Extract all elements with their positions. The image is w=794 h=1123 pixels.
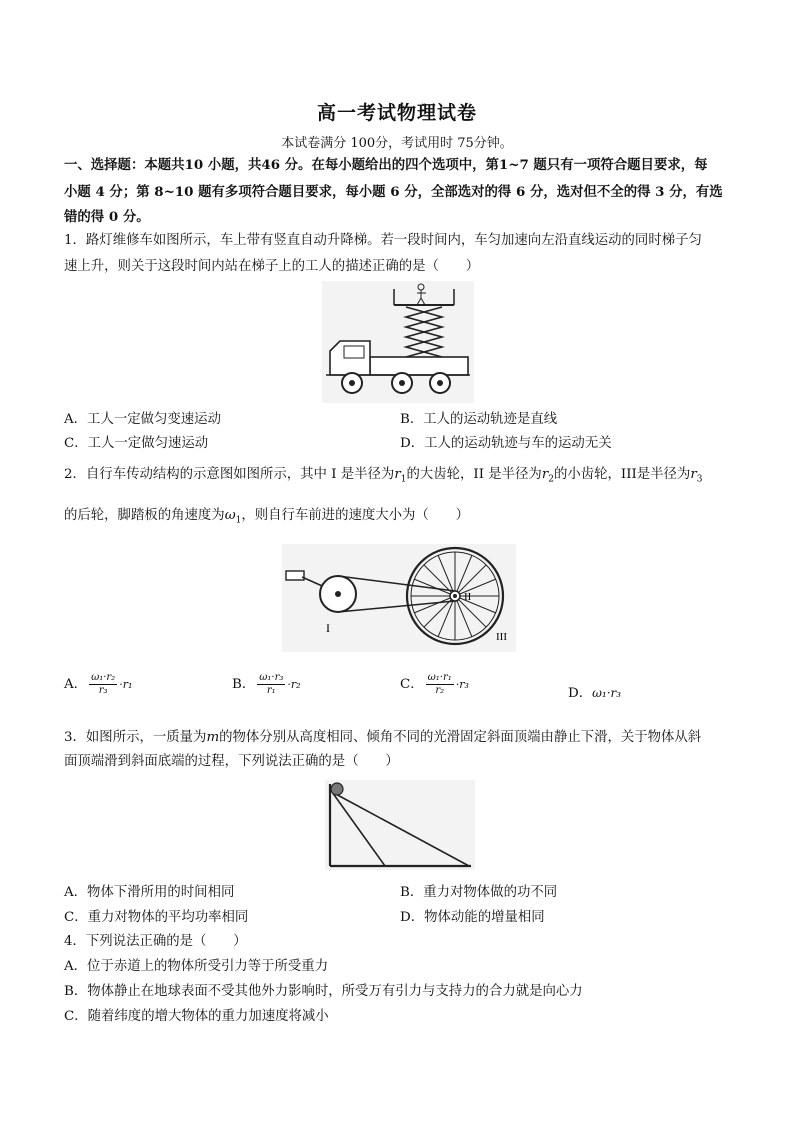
q2-stem-text-e: ，则自行车前进的速度大小为（ ） <box>241 508 469 523</box>
q2-stem-text-a: 2．自行车传动结构的示意图如图所示，其中 I 是半径为 <box>64 467 395 482</box>
q3-option-a[interactable]: A．物体下滑所用的时间相同 <box>64 885 235 900</box>
q2-option-a-numerator: ω₁·r₂ <box>91 672 116 683</box>
q3-option-d[interactable]: D．物体动能的增量相同 <box>400 910 545 925</box>
q3-stem-text-b: 的物体分别从高度相同、倾角不同的光滑固定斜面顶端由静止下滑，关于物体从斜 <box>219 730 702 745</box>
exam-info: 本试卷满分 100分，考试用时 75分钟。 <box>281 136 513 151</box>
q4-stem: 4．下列说法正确的是（ ） <box>64 934 247 949</box>
q1-option-a[interactable]: A．工人一定做匀变速运动 <box>64 412 221 427</box>
q2-option-a-denominator: r₃ <box>98 685 108 696</box>
section-instructions-line2: 小题 4 分；第 8~10 题有多项符合题目要求，每小题 6 分，全部选对的得 6 分，选对但不全的得 3 分，有选 <box>64 184 723 200</box>
omega-subscript: 1 <box>235 515 242 526</box>
r3-subscript: 3 <box>696 474 703 485</box>
q2-option-b-numerator: ω₁·r₃ <box>259 672 284 683</box>
section-instructions-line1: 一、选择题：本题共10 小题，共46 分。在每小题给出的四个选项中，第1~7 题只有一项符合题目要求，每 <box>64 157 708 173</box>
omega-symbol: ω <box>224 508 236 523</box>
q4-option-a[interactable]: A．位于赤道上的物体所受引力等于所受重力 <box>64 959 329 974</box>
q2-option-c-numerator: ω₁·r₁ <box>427 672 452 683</box>
r2-symbol: r <box>541 467 549 482</box>
q2-stem-text-c: 的小齿轮，III是半径为 <box>553 467 691 482</box>
q3-stem-line1 <box>64 728 744 748</box>
label-wheel-iii: III <box>496 631 507 643</box>
q2-option-b[interactable] <box>232 672 301 697</box>
q2-option-b-label: B． <box>232 677 256 692</box>
label-gear-ii: II <box>464 591 472 603</box>
q1-stem-line2: 速上升，则关于这段时间内站在梯子上的工人的描述正确的是（ ） <box>64 259 480 274</box>
q2-option-d[interactable] <box>568 682 621 701</box>
q3-option-c[interactable]: C．重力对物体的平均功率相同 <box>64 910 249 925</box>
q1-option-c[interactable]: C．工人一定做匀速运动 <box>64 436 209 451</box>
mass-symbol: m <box>206 730 220 745</box>
q2-option-c-label: C． <box>400 677 424 692</box>
q3-stem-line2: 面顶端滑到斜面底端的过程，下列说法正确的是（ ） <box>64 754 399 769</box>
q2-option-c[interactable] <box>400 672 469 697</box>
q2-option-a-label: A． <box>64 677 88 692</box>
incline-planes-figure <box>325 780 475 870</box>
label-gear-i: I <box>326 621 330 635</box>
r2-subscript: 2 <box>548 474 554 485</box>
q2-option-c-fraction <box>426 672 454 697</box>
r1-symbol: r <box>394 467 401 482</box>
q4-option-b[interactable]: B．物体静止在地球表面不受其他外力影响时，所受万有引力与支持力的合力就是向心力 <box>64 984 583 999</box>
q2-option-c-tail: ·r₃ <box>455 678 469 691</box>
page-title: 高一考试物理试卷 <box>316 102 477 124</box>
q2-stem-line1 <box>64 465 744 490</box>
q1-option-b[interactable]: B．工人的运动轨迹是直线 <box>400 412 558 427</box>
q2-option-b-fraction <box>257 672 285 697</box>
q2-stem-text-b: 的大齿轮，II 是半径为 <box>406 467 542 482</box>
q2-option-d-label: D． <box>568 686 593 701</box>
q3-stem-text-a: 3．如图所示，一质量为 <box>64 730 207 745</box>
q2-option-d-text: ω₁·r₃ <box>592 686 622 700</box>
q2-option-b-tail: ·r₂ <box>287 678 301 691</box>
q2-option-b-denominator: r₁ <box>266 685 276 696</box>
bicycle-transmission-figure <box>282 544 516 652</box>
q2-option-a[interactable] <box>64 672 132 697</box>
r1-subscript: 1 <box>400 474 407 485</box>
q2-option-a-tail: ·r₁ <box>119 678 133 691</box>
q1-option-d[interactable]: D．工人的运动轨迹与车的运动无关 <box>400 436 612 451</box>
q4-option-c[interactable]: C．随着纬度的增大物体的重力加速度将减小 <box>64 1009 329 1024</box>
q2-stem-text-d: 的后轮，脚踏板的角速度为 <box>64 508 225 523</box>
r3-symbol: r <box>690 467 697 482</box>
q2-stem-line2 <box>64 506 744 531</box>
q3-option-b[interactable]: B．重力对物体做的功不同 <box>400 885 558 900</box>
section-instructions-line3: 错的得 0 分。 <box>64 209 150 225</box>
repair-truck-figure <box>322 281 474 403</box>
q2-option-a-fraction <box>89 672 117 697</box>
q1-stem-line1: 1．路灯维修车如图所示，车上带有竖直自动升降梯。若一段时间内，车匀加速向左沿直线运动的同时梯子匀 <box>64 233 702 248</box>
q2-option-c-denominator: r₂ <box>435 685 445 696</box>
